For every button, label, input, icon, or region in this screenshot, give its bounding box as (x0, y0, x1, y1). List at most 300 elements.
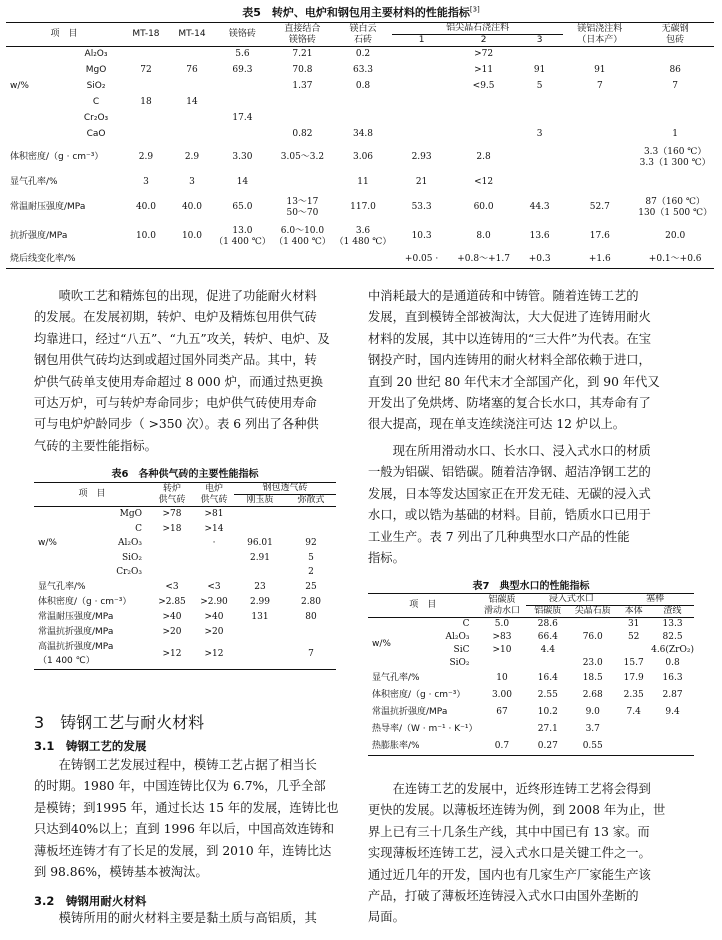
table-cell: 40.0 (181, 202, 202, 212)
table-cell: <3 (165, 581, 179, 592)
table-cell: >2.90 (200, 596, 228, 607)
table-cell: 13.0 （1 400 ℃） (214, 225, 271, 247)
table-row (6, 95, 714, 111)
table-cell: 13.6 (529, 231, 550, 241)
right-paragraph-3 (368, 779, 686, 929)
table7-header-slide-gate: 铝碳质 滑动水口 (477, 594, 526, 618)
table7-header-stopper-body: 本体 (616, 606, 651, 618)
table-cell: >11 (474, 65, 494, 75)
row-label: 体积密度/（g · cm⁻³） (38, 596, 132, 607)
table-cell: >72 (474, 49, 494, 60)
component-name: C (92, 97, 100, 107)
component-name: SiO₂ (86, 81, 106, 91)
table7-header-stopper-group: 塞棒 (616, 594, 694, 606)
table-cell: 14 (186, 97, 198, 107)
table-cell (651, 738, 694, 755)
table-row (6, 143, 714, 173)
row-label: SiO₂ (449, 658, 470, 668)
table7 (368, 593, 694, 756)
section-3-2-heading: 3.2 铸钢用耐火材料 (34, 894, 147, 908)
table-cell: 67 (496, 707, 508, 717)
table5-header-spinel-3: 3 (516, 35, 563, 47)
row-label: SiC (453, 645, 470, 655)
table-cell: 28.6 (537, 619, 558, 629)
table-cell: 7.4 (626, 707, 641, 717)
table-cell (636, 95, 714, 111)
table5-caption: 表5 转炉、电炉和钢包用主要材料的性能指标[3] (242, 5, 480, 19)
unit-label (10, 129, 70, 140)
table-cell: >78 (162, 509, 182, 519)
row-label: 热膨胀率/% (372, 740, 420, 751)
table-cell: 0.82 (292, 129, 313, 139)
table-cell: 7.21 (292, 49, 313, 60)
text-line: 到 98.86%，模铸基本被淘汰。 (34, 865, 208, 880)
table-cell (451, 111, 516, 127)
table-row (34, 595, 336, 610)
table-cell (234, 522, 286, 537)
table-cell: 31 (627, 619, 640, 629)
table-cell: 11 (357, 177, 369, 187)
table-cell: 23.0 (582, 658, 603, 668)
table-cell: >12 (162, 648, 182, 659)
table-row (368, 738, 694, 755)
table-row (6, 127, 714, 143)
table-row (6, 47, 714, 63)
table-cell (516, 111, 563, 127)
table-cell (516, 173, 563, 193)
table-cell (563, 111, 636, 127)
text-line: 的时期。1980 年，中国连铸比仅为 6.7%，几乎全部 (34, 779, 326, 794)
table-row (368, 687, 694, 704)
table-cell (392, 111, 451, 127)
table-cell: 10.0 (135, 231, 156, 241)
table-cell: >10 (492, 645, 512, 655)
table5-header-carbonfree: 无碳钢 包砖 (636, 23, 714, 47)
table-cell (234, 640, 286, 670)
row-label: C (462, 619, 470, 629)
table-cell (271, 95, 334, 111)
text-line: 通过近几年的开发，国内也有几家生产厂家能生产该 (368, 867, 651, 882)
table-cell: 3.6 （1 480 ℃） (334, 225, 392, 247)
table-row (6, 111, 714, 127)
table-cell: 2.91 (249, 552, 271, 563)
table-row (6, 223, 714, 251)
table-cell: 96.01 (247, 538, 273, 548)
table-cell: 5 (536, 81, 543, 91)
text-line: 炉供气砖单支使用寿命超过 8 000 炉，而通过热更换 (34, 374, 323, 389)
table5-header-spinel-1: 1 (392, 35, 451, 47)
table-row (34, 625, 336, 640)
row-label: 显气孔率/% (38, 581, 86, 592)
table-cell (651, 721, 694, 738)
table-cell (616, 644, 651, 657)
table-cell (150, 551, 194, 566)
table-cell (516, 47, 563, 63)
table-cell (170, 111, 214, 127)
table5-header-direct-bonded: 直接结合 镁铬砖 (271, 23, 334, 47)
table-cell: +1.6 (588, 253, 611, 264)
table-cell: 2.80 (300, 596, 322, 607)
row-label (6, 47, 122, 63)
table-cell: 2.93 (411, 152, 432, 162)
table-cell: 3 (189, 177, 195, 187)
table-cell (563, 127, 636, 143)
table-cell: 91 (533, 65, 546, 75)
table-cell: 0.7 (494, 740, 510, 751)
table-cell (170, 127, 214, 143)
table-cell (392, 79, 451, 95)
text-line: 指标。 (368, 551, 405, 566)
table-cell: 5.0 (494, 619, 510, 629)
table7-header-stopper-slagline: 渣线 (651, 606, 694, 618)
table-cell (214, 251, 271, 269)
table-cell (271, 251, 334, 269)
table-cell: +0.1～+0.6 (648, 253, 702, 264)
table-cell: 3 (143, 177, 149, 187)
table-cell: 3.7 (585, 724, 600, 734)
table-cell: 13～17 50～70 (286, 196, 319, 218)
text-line: 喷吹工艺和精炼包的出现，促进了功能耐火材料 (34, 289, 317, 303)
table-cell: 80 (305, 611, 317, 622)
table-cell (563, 143, 636, 173)
table-cell: 3.05～3.2 (280, 152, 325, 162)
table-cell: 44.3 (529, 202, 550, 212)
table7-caption: 表7 典型水口的性能指标 (472, 581, 590, 592)
table-cell: 5.6 (235, 49, 250, 60)
table-cell (122, 127, 170, 143)
component-name: Al₂O₃ (84, 49, 108, 60)
table7-header-sen-group: 浸入式水口 (526, 594, 616, 606)
table-cell (477, 721, 526, 738)
text-line: 产品，打破了薄板坯连铸浸入式水口由国外垄断的 (368, 889, 639, 904)
table-cell (214, 127, 271, 143)
row-label: 常温耐压强度/MPa (10, 202, 86, 212)
table-cell: 76.0 (582, 632, 603, 642)
table-cell: 53.3 (411, 202, 432, 212)
table-cell: <12 (474, 177, 494, 187)
table-cell: 3.3（160 ℃） 3.3（1 300 ℃） (639, 146, 711, 168)
row-label: 常温抗折强度/MPa (372, 707, 448, 717)
table-cell (516, 143, 563, 173)
text-line: 一般为铝碳、铝锆碳。随着洁净钢、超洁净钢工艺的 (368, 465, 651, 480)
table-cell: 63.3 (352, 65, 374, 75)
table-cell: 9.0 (585, 707, 600, 717)
table-cell: >12 (204, 648, 224, 659)
text-line: 材料的发展，其中以连铸用的“三大件”为代表。在宝 (368, 331, 652, 346)
section-3-1-paragraph (34, 755, 338, 883)
text-line: 气砖的主要性能指标。 (34, 438, 157, 453)
row-label: C (135, 523, 142, 534)
row-label: Cr₂O₃ (116, 567, 142, 577)
table-cell: 70.8 (292, 65, 313, 75)
component-name: MgO (85, 65, 107, 75)
table-cell: 17.4 (232, 113, 253, 123)
table-cell: 20.0 (665, 231, 686, 241)
table-cell (122, 47, 170, 63)
table5-header-mgal-castable: 镁铝浇注料 （日本产） (563, 23, 636, 47)
table-cell: <9.5 (472, 81, 495, 91)
table-cell: >40 (204, 611, 224, 622)
table-cell: 52 (627, 632, 640, 642)
unit-label: w/% (38, 538, 57, 548)
table5-header-item: 项 目 (6, 23, 122, 47)
table-cell: 0.8 (665, 658, 680, 668)
table6-header-item: 项 目 (34, 483, 150, 507)
table6-header-ladle-group: 钢包透气砖 (234, 483, 336, 495)
table-cell: 10.3 (411, 231, 432, 241)
table-cell: +0.3 (528, 253, 551, 264)
table-cell (122, 251, 170, 269)
table-cell: 2.9 (138, 152, 154, 162)
table-cell: 7 (308, 648, 314, 659)
table-cell: 8.0 (476, 231, 491, 241)
row-label (6, 111, 122, 127)
table-cell: 2.68 (582, 690, 603, 700)
text-line: 均靠进口，经过“八五”、“九五”攻关，转炉、电炉、及 (34, 331, 330, 346)
row-label: Al₂O₃ (445, 632, 470, 642)
row-label: 显气孔率/% (10, 177, 58, 187)
table-cell: <3 (207, 581, 221, 592)
table-cell (271, 173, 334, 193)
table-cell (170, 251, 214, 269)
section-3-heading: 3 铸钢工艺与耐火材料 (34, 713, 205, 732)
row-label: 体积密度/（g · cm⁻³） (10, 152, 104, 162)
table-cell (392, 127, 451, 143)
table-cell: >40 (162, 611, 182, 622)
table7-header-sen-spinel: 尖晶石质 (569, 606, 616, 618)
left-paragraph-1 (34, 286, 338, 457)
right-paragraph-2 (368, 441, 686, 569)
table-cell: 21 (415, 177, 428, 187)
table5-header-magdolomite: 镁白云 石砖 (334, 23, 392, 47)
table-cell: 86 (669, 65, 681, 75)
text-line: 只达到40%以上；直到 1996 年以后，中国高效连铸和 (34, 822, 335, 837)
table-cell (516, 95, 563, 111)
table-row (34, 507, 336, 522)
table-cell: 9.4 (665, 707, 680, 717)
table-cell: 18.5 (582, 673, 603, 683)
table-cell (616, 738, 651, 755)
table5-header-mt14: MT-14 (170, 23, 214, 47)
table-cell: 14 (236, 177, 249, 187)
row-label: 常温抗折强度/MPa (38, 626, 114, 637)
row-label: 常温耐压强度/MPa (38, 611, 114, 622)
table-cell: 66.4 (537, 632, 558, 642)
table-cell (194, 551, 234, 566)
table-cell: 23 (254, 581, 266, 592)
table-cell (286, 507, 336, 522)
text-line: 薄板坯连铸才有了长足的发展，到 2010 年，连铸比达 (34, 843, 332, 858)
table5-header-spinel-group: 铝尖晶石浇注料 (392, 23, 563, 35)
table-cell: 16.3 (662, 673, 683, 683)
text-line: 工业生产。表 7 列出了几种典型水口产品的性能 (368, 529, 630, 544)
table7-header-sen-alc: 铝碳质 (526, 606, 569, 618)
text-line: 开发出了免烘烤、防堵塞的复合长水口，其寿命有了 (368, 396, 651, 411)
table-cell: 91 (594, 65, 606, 75)
table-cell: 15.7 (623, 658, 644, 668)
table-cell: 0.8 (355, 81, 371, 91)
table-cell: >20 (204, 626, 224, 637)
table-cell: 0.55 (582, 740, 603, 751)
table-cell (122, 79, 170, 95)
text-line: 的发展。在发展初期，转炉、电炉及精炼包用供气砖 (34, 310, 317, 325)
table5 (6, 22, 714, 269)
row-label: SiO₂ (121, 552, 142, 563)
text-line: 是模铸；到1995 年，通过长达 15 年的发展，连铸比也 (34, 800, 339, 815)
text-line: 发展，直到模铸全部被淘汰，大大促进了连铸用耐火 (368, 310, 651, 325)
table-cell: 40.0 (135, 202, 156, 212)
table-cell (563, 95, 636, 111)
table-cell (214, 79, 271, 95)
table-cell (234, 507, 286, 522)
row-label (6, 127, 122, 143)
table-cell (286, 522, 336, 537)
unit-label: w/% (372, 638, 391, 649)
row-label: 抗折强度/MPa (10, 231, 68, 241)
table5-header-magchrome: 镁铬砖 (214, 23, 271, 47)
table-cell: >83 (492, 632, 512, 642)
table-row (6, 193, 714, 223)
table-cell: 7 (596, 81, 603, 91)
table-cell: 1 (672, 129, 679, 139)
table-cell: 7 (672, 81, 679, 91)
table-cell (451, 127, 516, 143)
table6-header-dispersed: 弥散式 (286, 495, 336, 507)
unit-label (10, 113, 70, 124)
table-cell: 76 (186, 65, 198, 75)
text-line: 界上已有三十几条生产线，其中中国已有 13 家。而 (368, 824, 650, 839)
table5-citation: [3] (469, 5, 480, 14)
row-label: 烧后线变化率/% (10, 253, 76, 264)
table-cell: 17.6 (589, 231, 610, 241)
row-label: 体积密度/（g · cm⁻³） (372, 690, 466, 700)
row-label: 高温抗折强度/MPa （1 400 ℃） (38, 641, 114, 666)
text-line: 水口，或以锆为基础的材料。目前，锆质水口已用于 (368, 508, 651, 523)
table-cell: 72 (140, 65, 152, 75)
text-line: 可达万炉，可与转炉寿命同步；电炉供气砖使用寿命 (34, 396, 317, 411)
text-line: 可与电炉炉龄同步（ >350 次）。表 6 列出了各种供 (34, 417, 319, 432)
text-line: 在铸钢工艺发展过程中，模铸工艺占据了相当长 (34, 758, 317, 772)
table-cell: +0.05 · (404, 253, 439, 264)
component-name: Cr₂O₃ (83, 113, 109, 123)
table-cell: 117.0 (350, 202, 376, 212)
component-name: CaO (86, 129, 106, 139)
table-cell: 87（160 ℃） 130（1 500 ℃） (638, 196, 713, 218)
table-row (368, 721, 694, 738)
table-row (368, 704, 694, 721)
table-cell (271, 111, 334, 127)
table6 (34, 482, 336, 670)
table-cell: 131 (251, 611, 269, 622)
table-cell: 0.27 (537, 740, 558, 751)
table-cell (477, 657, 526, 670)
text-line: 更快的发展。以薄板坯连铸为例，到 2008 年为止，世 (368, 803, 666, 818)
table-cell (334, 111, 392, 127)
table-cell: 92 (305, 538, 317, 548)
table-cell: 10.0 (181, 231, 202, 241)
table6-header-converter: 转炉 供气砖 (150, 483, 194, 507)
table-row (6, 79, 714, 95)
unit-label (10, 97, 70, 108)
table-cell (150, 536, 194, 551)
table-cell: 18 (140, 97, 152, 107)
table-cell: 60.0 (473, 202, 494, 212)
text-line: 中消耗最大的是通道砖和中铸管。随着连铸工艺的 (368, 289, 639, 303)
table-cell: 17.9 (623, 673, 644, 683)
table6-header-eaf: 电炉 供气砖 (194, 483, 234, 507)
table6-caption: 表6 各种供气砖的主要性能指标 (111, 469, 259, 480)
table-cell: 2.35 (623, 690, 644, 700)
table-cell (636, 111, 714, 127)
table-cell: 16.4 (537, 673, 558, 683)
table-cell: 2 (308, 567, 314, 577)
table-cell: 34.8 (352, 129, 374, 139)
table-cell (334, 95, 392, 111)
table-cell: 2.99 (249, 596, 271, 607)
table-cell: · (212, 538, 216, 548)
table-row (6, 251, 714, 269)
text-line: 钢投产时，国内连铸用的耐火材料全部依赖于进口， (368, 353, 651, 368)
text-line: 模铸所用的耐火材料主要是黏土质与高铝质，其 (34, 911, 317, 925)
text-line: 很大提高，现在单支连续浇注可达 12 炉以上。 (368, 417, 626, 432)
table-row (34, 580, 336, 595)
table-cell (636, 47, 714, 63)
table-cell: 82.5 (662, 632, 683, 642)
right-paragraph-1 (368, 286, 686, 436)
table-cell: 5 (308, 552, 314, 563)
text-line: 局面。 (368, 910, 405, 925)
table-cell (122, 111, 170, 127)
table-cell (170, 79, 214, 95)
table-cell: 2.87 (662, 690, 683, 700)
table-cell: 65.0 (232, 202, 253, 212)
table-cell: 3.30 (232, 152, 253, 162)
table-row (368, 618, 694, 632)
table-cell (569, 644, 616, 657)
table-cell (150, 565, 194, 580)
table-cell: +0.8～+1.7 (457, 253, 510, 264)
table-cell (569, 618, 616, 632)
table-cell: 25 (305, 581, 317, 592)
table-cell (214, 95, 271, 111)
table-cell (170, 47, 214, 63)
table-cell (526, 657, 569, 670)
table-cell (616, 721, 651, 738)
table-cell (234, 565, 286, 580)
table-cell (234, 625, 286, 640)
table-cell: >81 (204, 509, 224, 519)
table-cell (451, 95, 516, 111)
section-3-1-heading: 3.1 铸钢工艺的发展 (34, 739, 147, 753)
table-cell (392, 47, 451, 63)
table-cell: 52.7 (589, 202, 610, 212)
table-cell (392, 95, 451, 111)
table-cell: 4.6(ZrO₂) (651, 645, 694, 655)
table-cell (194, 565, 234, 580)
table-cell (392, 63, 451, 79)
table-cell: 3 (536, 129, 543, 139)
table-cell: 27.1 (537, 724, 558, 734)
table-cell: 10 (496, 673, 508, 683)
table6-header-corundum: 刚玉质 (234, 495, 286, 507)
text-line: 实现薄板坯连铸工艺，浸入式水口是关键工件之一。 (368, 846, 651, 861)
table-cell (636, 173, 714, 193)
table-cell: 2.55 (537, 690, 558, 700)
row-label: 显气孔率/% (372, 673, 420, 683)
unit-label (10, 65, 70, 76)
row-label: MgO (119, 509, 142, 519)
text-line: 在连铸工艺的发展中，近终形连铸工艺将会得到 (368, 782, 651, 796)
